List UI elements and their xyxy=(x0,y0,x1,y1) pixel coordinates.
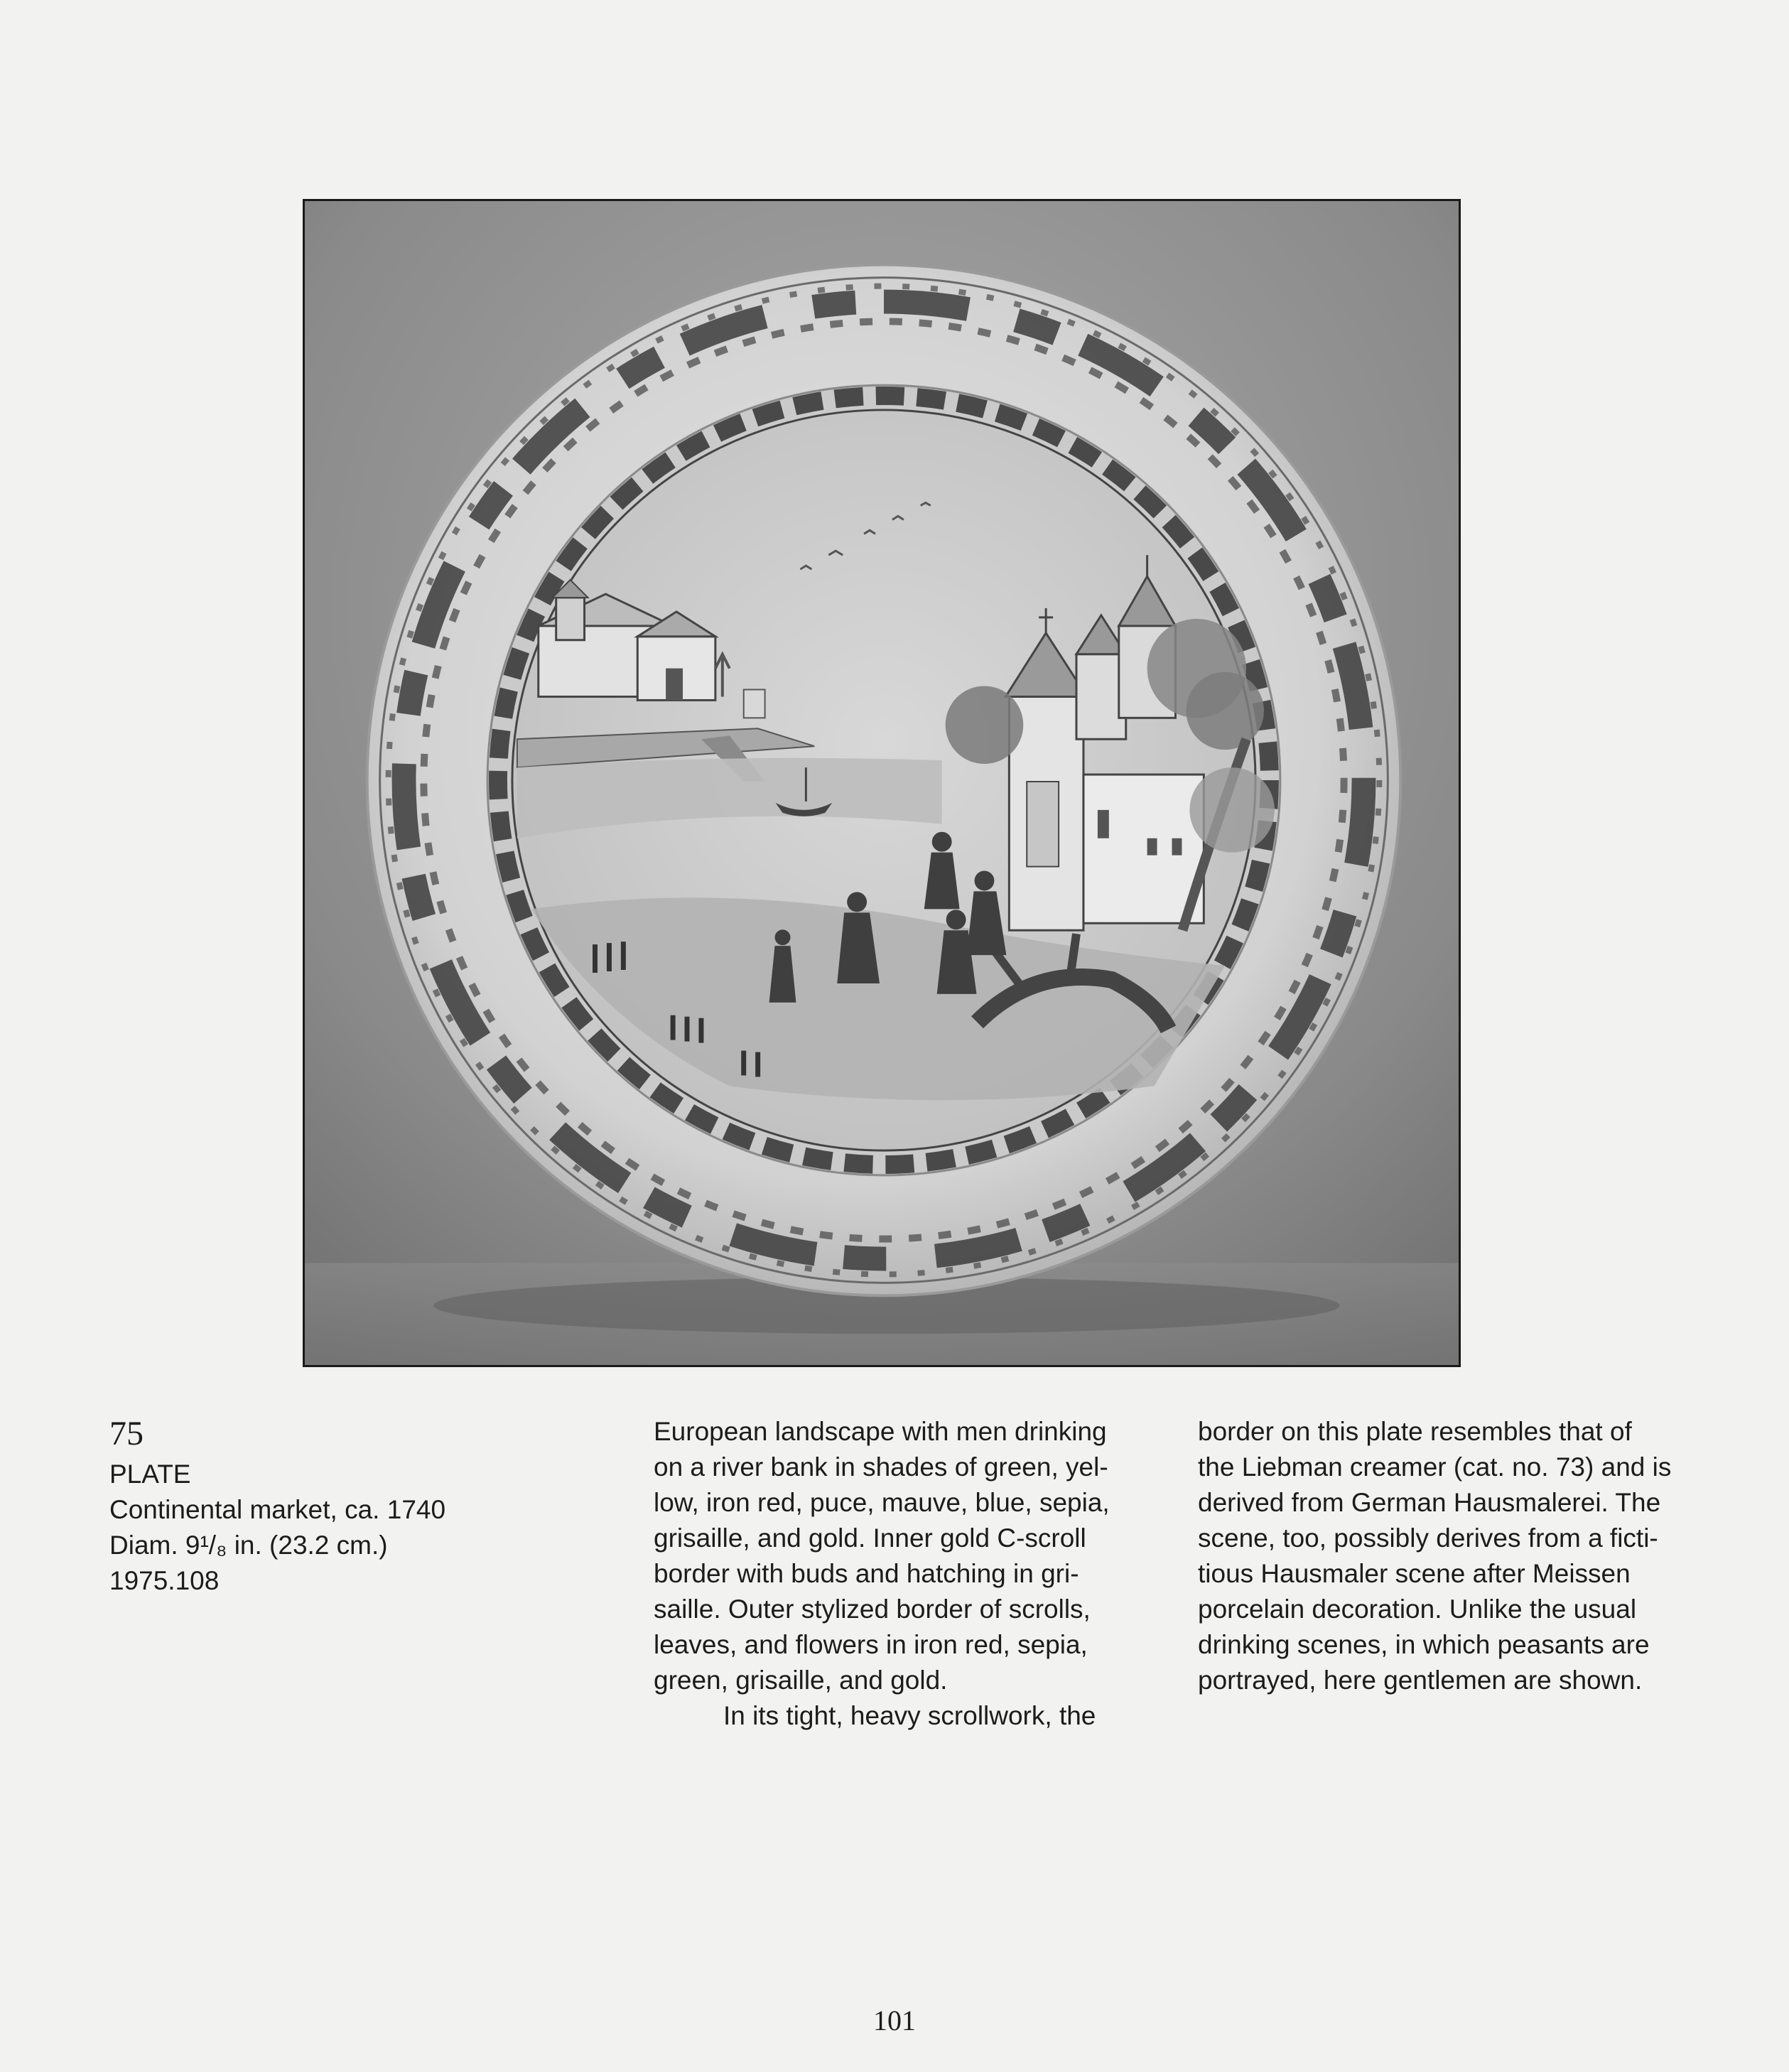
description-column-1 xyxy=(654,1414,1115,1734)
text-line: grisaille, and gold. Inner gold C-scroll xyxy=(654,1523,1086,1553)
accession-number: 1975.108 xyxy=(109,1566,220,1595)
text-line: low, iron red, puce, mauve, blue, sepia, xyxy=(654,1488,1110,1517)
text-line: border with buds and hatching in gri- xyxy=(654,1559,1079,1588)
plate-photograph xyxy=(303,199,1461,1367)
text-line: scene, too, possibly derives from a ficti- xyxy=(1198,1523,1658,1553)
text-line: saille. Outer stylized border of scrolls, xyxy=(654,1595,1091,1624)
dimensions: Diam. 9¹/₈ in. (23.2 cm.) xyxy=(109,1531,388,1560)
text-line: the Liebman creamer (cat. no. 73) and is xyxy=(1198,1452,1672,1482)
page-number: 101 xyxy=(873,2004,916,2036)
catalog-caption xyxy=(109,1414,550,1599)
market-date: Continental market, ca. 1740 xyxy=(109,1495,446,1524)
text-line: In its tight, heavy scrollwork, the xyxy=(723,1701,1096,1730)
description-paragraph-2 xyxy=(654,1698,1115,1734)
description-paragraph-1 xyxy=(654,1414,1115,1698)
text-line: European landscape with men drinking xyxy=(654,1417,1107,1446)
text-line: derived from German Hausmalerei. The xyxy=(1198,1488,1661,1517)
text-line: tious Hausmaler scene after Meissen xyxy=(1198,1559,1631,1588)
description-column-2 xyxy=(1198,1414,1681,1698)
text-line: on a river bank in shades of green, yel- xyxy=(654,1452,1108,1482)
text-line: drinking scenes, in which peasants are xyxy=(1198,1630,1650,1659)
catalog-number: 75 xyxy=(109,1415,144,1452)
text-line: leaves, and flowers in iron red, sepia, xyxy=(654,1630,1088,1659)
text-line: portrayed, here gentlemen are shown. xyxy=(1198,1666,1643,1695)
text-line: green, grisaille, and gold. xyxy=(654,1666,948,1695)
plate-illustration xyxy=(305,201,1459,1365)
description-paragraph-2-continued xyxy=(1198,1414,1681,1698)
text-line: porcelain decoration. Unlike the usual xyxy=(1198,1595,1637,1624)
text-line: border on this plate resembles that of xyxy=(1198,1417,1632,1446)
object-type: PLATE xyxy=(109,1459,191,1489)
